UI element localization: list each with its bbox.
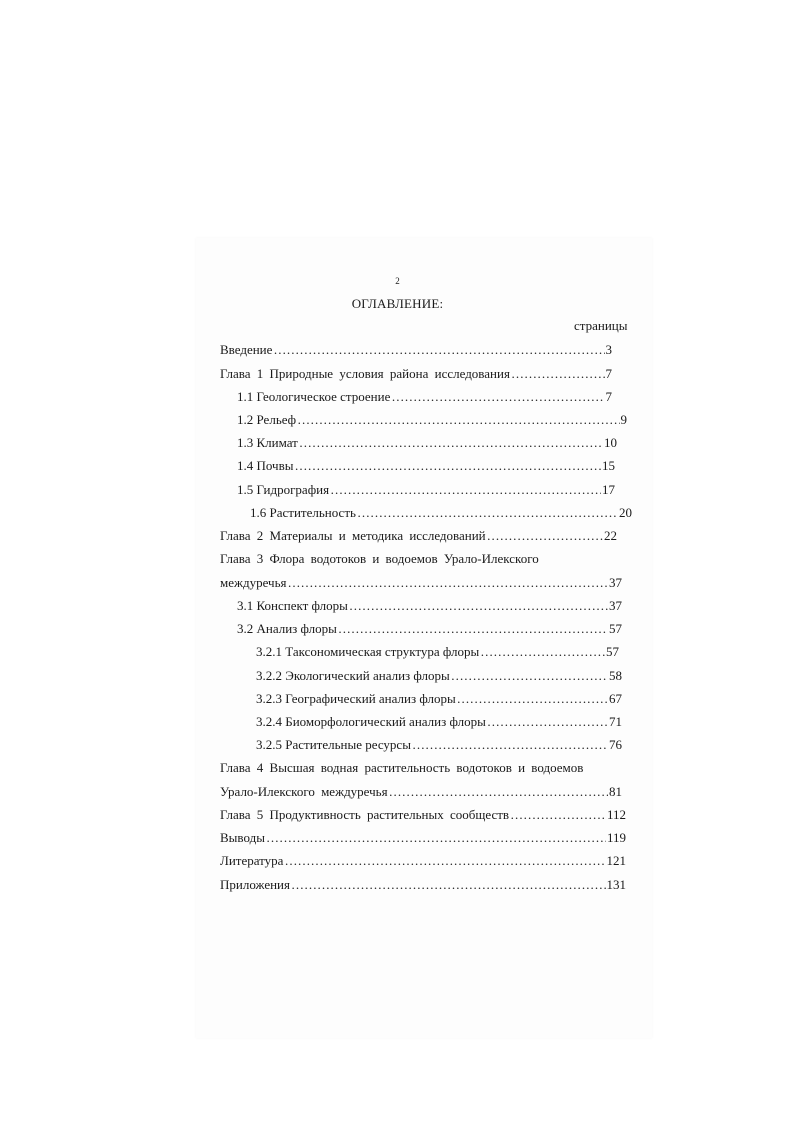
toc-entry-3-1 (237, 598, 622, 614)
toc-entry-page: 7 (605, 366, 612, 381)
toc-entry-introduction (220, 342, 612, 358)
toc-entry-label: 1.2 Рельеф (237, 412, 297, 427)
toc-entry-1-6 (250, 505, 632, 521)
leader-dots (487, 714, 608, 730)
toc-entry-label: Глава 1 Природные условия района исследования (220, 366, 510, 381)
toc-entry-label: 3.1 Конспект флоры (237, 598, 348, 613)
toc-entry-label: 3.2.5 Растительные ресурсы (256, 737, 411, 752)
leader-dots (297, 412, 619, 428)
leader-dots (457, 691, 608, 707)
toc-entry-label: Урало-Илекского междуречья (220, 784, 388, 799)
toc-entry-label: Литература (220, 853, 284, 868)
toc-entry-3-2-4 (256, 714, 622, 730)
toc-entry-page: 37 (609, 575, 622, 590)
toc-entry-chapter-3-line-2 (220, 575, 622, 591)
toc-entry-page: 17 (602, 482, 615, 497)
toc-entry-label: междуречья (220, 575, 287, 590)
toc-entry-1-2 (237, 412, 627, 428)
toc-entry-page: 7 (605, 389, 612, 404)
toc-entry-page: 121 (606, 853, 626, 868)
toc-entry-page: 119 (606, 830, 626, 845)
toc-entry-chapter-2 (220, 528, 617, 544)
toc-entry-label: Приложения (220, 877, 290, 892)
toc-entry-label: Глава 2 Материалы и методика исследований (220, 528, 486, 543)
toc-entry-1-3 (237, 435, 617, 451)
leader-dots (391, 389, 604, 405)
toc-entry-page: 10 (604, 435, 617, 450)
toc-entry-label: Выводы (220, 830, 265, 845)
toc-entry-conclusions (220, 830, 626, 846)
leader-dots (451, 668, 608, 684)
toc-entry-3-2-2 (256, 668, 622, 684)
toc-entry-page: 81 (609, 784, 622, 799)
toc-entry-label: Глава 5 Продуктивность растительных сообществ (220, 807, 510, 822)
toc-entry-label: 1.1 Геологическое строение (237, 389, 391, 404)
toc-entry-page: 20 (619, 505, 632, 520)
leader-dots (330, 482, 601, 498)
leader-dots (288, 575, 609, 591)
toc-entry-page: 22 (604, 528, 617, 543)
leader-dots (284, 853, 605, 869)
toc-entry-label: 1.5 Гидрография (237, 482, 330, 497)
pages-column-label: страницы (574, 318, 628, 333)
toc-entry-3-2-5 (256, 737, 622, 753)
toc-entry-3-2 (237, 621, 622, 637)
leader-dots (299, 435, 603, 451)
leader-dots (480, 644, 605, 660)
toc-entry-page: 71 (609, 714, 622, 729)
leader-dots (266, 830, 606, 846)
toc-entry-label: Введение (220, 342, 273, 357)
toc-entry-page: 57 (609, 621, 622, 636)
leader-dots (273, 342, 604, 358)
leader-dots (412, 737, 608, 753)
toc-entry-page: 3 (605, 342, 612, 357)
toc-entry-label: 3.2.1 Таксономическая структура флоры (256, 644, 480, 659)
leader-dots (487, 528, 603, 544)
toc-entry-3-2-1 (256, 644, 619, 660)
toc-entry-chapter-1 (220, 366, 612, 382)
leader-dots (294, 458, 601, 474)
toc-entry-1-1 (237, 389, 612, 405)
toc-entry-label: 1.4 Почвы (237, 458, 294, 473)
toc-entry-label: Глава 4 Высшая водная растительность водотоков и водоемов (220, 760, 584, 775)
document-page (196, 238, 652, 1038)
toc-entry-label: 3.2.4 Биоморфологический анализ флоры (256, 714, 486, 729)
toc-title: ОГЛАВЛЕНИЕ: (351, 296, 444, 311)
toc-entry-chapter-5 (220, 807, 626, 823)
leader-dots (510, 807, 606, 823)
toc-entry-label: Глава 3 Флора водотоков и водоемов Урало-Илекского (220, 551, 539, 566)
toc-entry-page: 131 (606, 877, 626, 892)
toc-entry-chapter-4-line-1 (220, 760, 630, 776)
toc-entry-label: 1.3 Климат (237, 435, 298, 450)
toc-entry-chapter-3-line-1 (220, 551, 620, 567)
toc-entry-label: 3.2.3 Географический анализ флоры (256, 691, 456, 706)
toc-entry-label: 3.2.2 Экологический анализ флоры (256, 668, 450, 683)
leader-dots (338, 621, 608, 637)
leader-dots (349, 598, 608, 614)
toc-entry-appendices (220, 877, 626, 893)
toc-entry-page: 67 (609, 691, 622, 706)
toc-entry-label: 3.2 Анализ флоры (237, 621, 337, 636)
toc-entry-page: 58 (609, 668, 622, 683)
toc-entry-page: 112 (606, 807, 626, 822)
toc-entry-page: 9 (620, 412, 627, 427)
toc-entry-page: 15 (602, 458, 615, 473)
toc-entry-3-2-3 (256, 691, 622, 707)
toc-entry-page: 37 (609, 598, 622, 613)
leader-dots (291, 877, 606, 893)
toc-entry-page: 57 (606, 644, 619, 659)
toc-entry-literature (220, 853, 626, 869)
leader-dots (511, 366, 605, 382)
page-number: 2 (395, 276, 400, 286)
leader-dots (389, 784, 608, 800)
toc-entry-1-4 (237, 458, 615, 474)
toc-entry-page: 76 (609, 737, 622, 752)
leader-dots (357, 505, 618, 521)
toc-entry-label: 1.6 Растительность (250, 505, 356, 520)
toc-entry-1-5 (237, 482, 615, 498)
toc-entry-chapter-4-line-2 (220, 784, 622, 800)
